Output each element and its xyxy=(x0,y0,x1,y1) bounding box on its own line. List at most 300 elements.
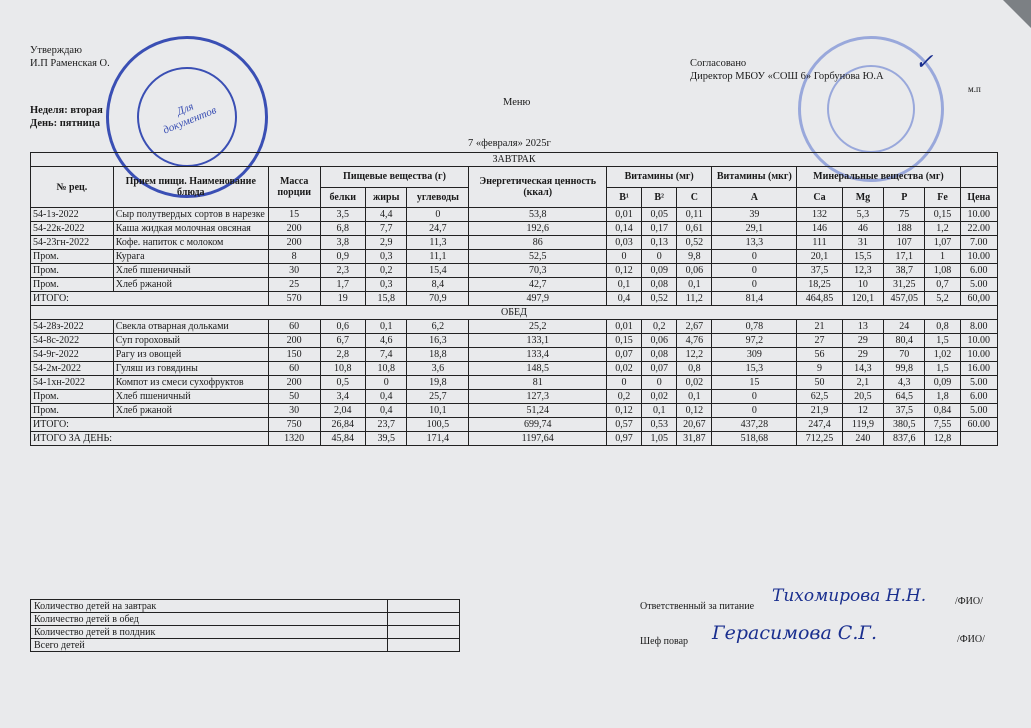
kids-breakfast-label: Количество детей на завтрак xyxy=(31,600,388,613)
lunch-cell-u: 6,2 xyxy=(407,320,469,334)
total-cell-mass: 750 xyxy=(268,418,320,432)
breakfast-cell-b1: 0 xyxy=(606,250,641,264)
breakfast-cell-a: 0 xyxy=(712,250,797,264)
total-cell-b1: 0,97 xyxy=(606,432,641,446)
col-c: C xyxy=(677,187,712,208)
breakfast-cell-no: 54-1з-2022 xyxy=(31,208,114,222)
breakfast-cell-mg: 31 xyxy=(842,236,883,250)
total-cell-p: 380,5 xyxy=(884,418,925,432)
total-cell-b2: 1,05 xyxy=(642,432,677,446)
lunch-cell-kcal: 133,4 xyxy=(469,348,607,362)
lunch-cell-mass: 60 xyxy=(268,362,320,376)
breakfast-cell-fe: 0,15 xyxy=(925,208,960,222)
breakfast-cell-no: 54-23гн-2022 xyxy=(31,236,114,250)
breakfast-cell-u: 24,7 xyxy=(407,222,469,236)
breakfast-total-row xyxy=(31,292,998,306)
col-carbs: углеводы xyxy=(407,187,469,208)
total-cell-u: 100,5 xyxy=(407,418,469,432)
breakfast-cell-ca: 132 xyxy=(797,208,843,222)
breakfast-section-title: ЗАВТРАК xyxy=(31,153,998,167)
breakfast-cell-fe: 1,08 xyxy=(925,264,960,278)
lunch-cell-a: 309 xyxy=(712,348,797,362)
lunch-cell-u: 18,8 xyxy=(407,348,469,362)
lunch-cell-j: 0,1 xyxy=(366,320,407,334)
left-stamp-text: Для документов xyxy=(161,100,219,137)
breakfast-cell-mass: 25 xyxy=(268,278,320,292)
breakfast-cell-a: 0 xyxy=(712,278,797,292)
breakfast-cell-ca: 111 xyxy=(797,236,843,250)
total-label: ИТОГО: xyxy=(31,292,269,306)
lunch-cell-p: 64,5 xyxy=(884,390,925,404)
lunch-cell-ca: 50 xyxy=(797,376,843,390)
col-nutrients: Пищевые вещества (г) xyxy=(320,167,469,188)
lunch-cell-c: 0,1 xyxy=(677,390,712,404)
lunch-cell-no: Пром. xyxy=(31,390,114,404)
total-cell-empty xyxy=(960,432,997,446)
breakfast-cell-fe: 1 xyxy=(925,250,960,264)
lunch-cell-mg: 12 xyxy=(842,404,883,418)
approve-block xyxy=(30,44,110,70)
lunch-cell-u: 19,8 xyxy=(407,376,469,390)
lunch-cell-name: Суп гороховый xyxy=(113,334,268,348)
breakfast-cell-name: Каша жидкая молочная овсяная xyxy=(113,222,268,236)
lunch-row xyxy=(31,348,998,362)
lunch-cell-mass: 200 xyxy=(268,334,320,348)
breakfast-cell-j: 0,3 xyxy=(366,250,407,264)
total-label: ИТОГО: xyxy=(31,418,269,432)
total-cell-b1: 0,4 xyxy=(606,292,641,306)
lunch-cell-fe: 1,8 xyxy=(925,390,960,404)
breakfast-cell-j: 0,2 xyxy=(366,264,407,278)
breakfast-cell-b: 6,8 xyxy=(320,222,366,236)
lunch-cell-j: 7,4 xyxy=(366,348,407,362)
breakfast-cell-name: Курага xyxy=(113,250,268,264)
breakfast-cell-c: 0,11 xyxy=(677,208,712,222)
col-minerals: Минеральные вещества (мг) xyxy=(797,167,960,188)
lunch-cell-a: 15 xyxy=(712,376,797,390)
responsible-label: Ответственный за питание xyxy=(640,601,755,612)
lunch-cell-name: Хлеб пшеничный xyxy=(113,390,268,404)
lunch-cell-b2: 0,02 xyxy=(642,390,677,404)
total-cell-u: 70,9 xyxy=(407,292,469,306)
total-cell-a: 437,28 xyxy=(712,418,797,432)
col-vitamins-mkg: Витамины (мкг) xyxy=(712,167,797,188)
breakfast-cell-u: 15,4 xyxy=(407,264,469,278)
breakfast-cell-j: 4,4 xyxy=(366,208,407,222)
breakfast-row xyxy=(31,264,998,278)
total-cell-mass: 570 xyxy=(268,292,320,306)
lunch-cell-b: 3,4 xyxy=(320,390,366,404)
breakfast-cell-j: 0,3 xyxy=(366,278,407,292)
lunch-cell-price: 16.00 xyxy=(960,362,997,376)
total-cell-fe: 12,8 xyxy=(925,432,960,446)
breakfast-cell-kcal: 86 xyxy=(469,236,607,250)
lunch-row xyxy=(31,334,998,348)
lunch-rows xyxy=(31,320,998,418)
breakfast-cell-price: 10.00 xyxy=(960,208,997,222)
lunch-cell-mg: 13 xyxy=(842,320,883,334)
breakfast-cell-b1: 0,01 xyxy=(606,208,641,222)
lunch-cell-c: 2,67 xyxy=(677,320,712,334)
breakfast-cell-mg: 12,3 xyxy=(842,264,883,278)
lunch-cell-kcal: 148,5 xyxy=(469,362,607,376)
breakfast-cell-no: Пром. xyxy=(31,264,114,278)
total-cell-kcal: 497,9 xyxy=(469,292,607,306)
lunch-row xyxy=(31,362,998,376)
lunch-cell-b1: 0,15 xyxy=(606,334,641,348)
lunch-row xyxy=(31,390,998,404)
day-label: День: пятница xyxy=(30,118,101,129)
total-cell-price: 60,00 xyxy=(960,292,997,306)
breakfast-cell-b2: 0 xyxy=(642,250,677,264)
col-mg: Mg xyxy=(842,187,883,208)
lunch-cell-c: 0,02 xyxy=(677,376,712,390)
lunch-cell-price: 5.00 xyxy=(960,404,997,418)
breakfast-cell-c: 0,06 xyxy=(677,264,712,278)
kids-total-label: Всего детей xyxy=(31,639,388,652)
lunch-cell-mg: 2,1 xyxy=(842,376,883,390)
menu-date: 7 «февраля» 2025г xyxy=(468,138,551,149)
breakfast-cell-no: Пром. xyxy=(31,250,114,264)
breakfast-cell-b2: 0,17 xyxy=(642,222,677,236)
total-cell-mass: 1320 xyxy=(268,432,320,446)
lunch-cell-b2: 0,2 xyxy=(642,320,677,334)
total-cell-j: 39,5 xyxy=(366,432,407,446)
lunch-cell-b: 0,6 xyxy=(320,320,366,334)
chef-signature: Герасимова С.Г. xyxy=(712,622,878,644)
lunch-row xyxy=(31,376,998,390)
kids-snack-label: Количество детей в полдник xyxy=(31,626,388,639)
lunch-cell-u: 10,1 xyxy=(407,404,469,418)
breakfast-cell-mg: 46 xyxy=(842,222,883,236)
lunch-cell-no: 54-9г-2022 xyxy=(31,348,114,362)
chef-label: Шеф повар xyxy=(640,636,689,647)
breakfast-cell-p: 75 xyxy=(884,208,925,222)
lunch-cell-price: 6.00 xyxy=(960,390,997,404)
lunch-cell-p: 70 xyxy=(884,348,925,362)
menu-table xyxy=(30,152,998,446)
lunch-cell-price: 5.00 xyxy=(960,376,997,390)
total-cell-p: 457,05 xyxy=(884,292,925,306)
breakfast-cell-a: 13,3 xyxy=(712,236,797,250)
total-cell-mg: 240 xyxy=(842,432,883,446)
breakfast-cell-no: 54-22к-2022 xyxy=(31,222,114,236)
lunch-cell-mass: 150 xyxy=(268,348,320,362)
breakfast-cell-b: 0,9 xyxy=(320,250,366,264)
breakfast-cell-b1: 0,1 xyxy=(606,278,641,292)
lunch-cell-fe: 1,5 xyxy=(925,334,960,348)
lunch-cell-c: 0,8 xyxy=(677,362,712,376)
lunch-cell-no: 54-1хн-2022 xyxy=(31,376,114,390)
lunch-cell-mass: 50 xyxy=(268,390,320,404)
col-recipe-no: № рец. xyxy=(31,167,114,208)
lunch-cell-p: 4,3 xyxy=(884,376,925,390)
breakfast-cell-kcal: 52,5 xyxy=(469,250,607,264)
lunch-cell-b: 2,04 xyxy=(320,404,366,418)
lunch-cell-b1: 0,2 xyxy=(606,390,641,404)
breakfast-cell-j: 7,7 xyxy=(366,222,407,236)
page-corner xyxy=(1003,0,1031,28)
lunch-cell-b1: 0,12 xyxy=(606,404,641,418)
lunch-cell-c: 12,2 xyxy=(677,348,712,362)
breakfast-cell-u: 8,4 xyxy=(407,278,469,292)
breakfast-cell-b1: 0,03 xyxy=(606,236,641,250)
breakfast-cell-mass: 15 xyxy=(268,208,320,222)
breakfast-cell-mass: 200 xyxy=(268,222,320,236)
total-cell-b2: 0,52 xyxy=(642,292,677,306)
lunch-cell-kcal: 51,24 xyxy=(469,404,607,418)
week-day-block xyxy=(30,104,103,130)
total-cell-u: 171,4 xyxy=(407,432,469,446)
breakfast-cell-p: 38,7 xyxy=(884,264,925,278)
breakfast-cell-b: 2,3 xyxy=(320,264,366,278)
breakfast-cell-price: 10.00 xyxy=(960,250,997,264)
breakfast-cell-kcal: 42,7 xyxy=(469,278,607,292)
lunch-cell-c: 4,76 xyxy=(677,334,712,348)
breakfast-cell-price: 5.00 xyxy=(960,278,997,292)
lunch-cell-kcal: 81 xyxy=(469,376,607,390)
breakfast-row xyxy=(31,278,998,292)
lunch-cell-no: 54-2м-2022 xyxy=(31,362,114,376)
lunch-cell-a: 0 xyxy=(712,390,797,404)
breakfast-cell-b2: 0,05 xyxy=(642,208,677,222)
total-cell-mg: 120,1 xyxy=(842,292,883,306)
breakfast-cell-b: 1,7 xyxy=(320,278,366,292)
breakfast-cell-price: 7.00 xyxy=(960,236,997,250)
lunch-cell-j: 0,4 xyxy=(366,390,407,404)
lunch-cell-name: Свекла отварная дольками xyxy=(113,320,268,334)
lunch-row xyxy=(31,320,998,334)
kids-count-table xyxy=(30,599,460,652)
breakfast-cell-name: Хлеб ржаной xyxy=(113,278,268,292)
total-cell-c: 31,87 xyxy=(677,432,712,446)
breakfast-cell-mass: 8 xyxy=(268,250,320,264)
lunch-cell-mg: 20,5 xyxy=(842,390,883,404)
lunch-cell-ca: 56 xyxy=(797,348,843,362)
breakfast-cell-b2: 0,09 xyxy=(642,264,677,278)
breakfast-cell-p: 17,1 xyxy=(884,250,925,264)
lunch-cell-fe: 0,8 xyxy=(925,320,960,334)
lunch-cell-price: 10.00 xyxy=(960,348,997,362)
col-meal-name: Прием пищи. Наименование блюда xyxy=(113,167,268,208)
agreed-name: Директор МБОУ «СОШ 6» Горбунова Ю.А xyxy=(690,71,884,82)
breakfast-cell-name: Хлеб пшеничный xyxy=(113,264,268,278)
breakfast-cell-b1: 0,14 xyxy=(606,222,641,236)
lunch-cell-kcal: 25,2 xyxy=(469,320,607,334)
total-cell-kcal: 699,74 xyxy=(469,418,607,432)
lunch-cell-mass: 60 xyxy=(268,320,320,334)
chef-fio: /ФИО/ xyxy=(957,634,985,645)
breakfast-cell-p: 188 xyxy=(884,222,925,236)
lunch-section-title: ОБЕД xyxy=(31,306,998,320)
col-protein: белки xyxy=(320,187,366,208)
lunch-cell-b1: 0 xyxy=(606,376,641,390)
lunch-cell-j: 4,6 xyxy=(366,334,407,348)
lunch-cell-j: 0,4 xyxy=(366,404,407,418)
lunch-cell-b1: 0,01 xyxy=(606,320,641,334)
kids-lunch-label: Количество детей в обед xyxy=(31,613,388,626)
kids-total-value[interactable] xyxy=(388,639,460,652)
kids-lunch-value[interactable] xyxy=(388,613,460,626)
breakfast-cell-b: 3,5 xyxy=(320,208,366,222)
lunch-total-row xyxy=(31,418,998,432)
total-cell-b: 26,84 xyxy=(320,418,366,432)
lunch-cell-fe: 0,84 xyxy=(925,404,960,418)
breakfast-cell-fe: 1,07 xyxy=(925,236,960,250)
director-signature: ✓ xyxy=(915,50,934,75)
total-label: ИТОГО ЗА ДЕНЬ: xyxy=(31,432,269,446)
lunch-cell-name: Рагу из овощей xyxy=(113,348,268,362)
total-cell-ca: 247,4 xyxy=(797,418,843,432)
col-p: P xyxy=(884,187,925,208)
col-vitamins-mg: Витамины (мг) xyxy=(606,167,711,188)
approve-name: И.П Раменская О. xyxy=(30,58,110,69)
breakfast-cell-name: Сыр полутвердых сортов в нарезке xyxy=(113,208,268,222)
total-cell-fe: 7,55 xyxy=(925,418,960,432)
breakfast-row xyxy=(31,236,998,250)
lunch-cell-mass: 200 xyxy=(268,376,320,390)
total-cell-b: 45,84 xyxy=(320,432,366,446)
col-b2: B² xyxy=(642,187,677,208)
lunch-cell-mg: 14,3 xyxy=(842,362,883,376)
total-cell-p: 837,6 xyxy=(884,432,925,446)
lunch-cell-a: 0,78 xyxy=(712,320,797,334)
lunch-cell-a: 15,3 xyxy=(712,362,797,376)
week-label: Неделя: вторая xyxy=(30,105,103,116)
col-mass: Масса порции xyxy=(268,167,320,208)
lunch-cell-fe: 0,09 xyxy=(925,376,960,390)
breakfast-cell-price: 22.00 xyxy=(960,222,997,236)
lunch-cell-b2: 0,07 xyxy=(642,362,677,376)
lunch-cell-p: 37,5 xyxy=(884,404,925,418)
breakfast-cell-b1: 0,12 xyxy=(606,264,641,278)
lunch-cell-kcal: 133,1 xyxy=(469,334,607,348)
col-b1: B¹ xyxy=(606,187,641,208)
breakfast-cell-mass: 30 xyxy=(268,264,320,278)
breakfast-row xyxy=(31,208,998,222)
lunch-cell-mass: 30 xyxy=(268,404,320,418)
lunch-cell-name: Компот из смеси сухофруктов xyxy=(113,376,268,390)
lunch-cell-b: 6,7 xyxy=(320,334,366,348)
lunch-cell-kcal: 127,3 xyxy=(469,390,607,404)
approve-label: Утверждаю xyxy=(30,45,82,56)
total-cell-j: 23,7 xyxy=(366,418,407,432)
breakfast-row xyxy=(31,222,998,236)
lunch-cell-name: Хлеб ржаной xyxy=(113,404,268,418)
kids-snack-value[interactable] xyxy=(388,626,460,639)
lunch-cell-b1: 0,07 xyxy=(606,348,641,362)
lunch-cell-mg: 29 xyxy=(842,334,883,348)
breakfast-cell-kcal: 70,3 xyxy=(469,264,607,278)
total-cell-kcal: 1197,64 xyxy=(469,432,607,446)
agreed-block xyxy=(690,57,884,83)
total-cell-b: 19 xyxy=(320,292,366,306)
breakfast-cell-ca: 146 xyxy=(797,222,843,236)
lunch-cell-ca: 21,9 xyxy=(797,404,843,418)
page-title: Меню xyxy=(503,97,531,108)
breakfast-cell-price: 6.00 xyxy=(960,264,997,278)
kids-breakfast-value[interactable] xyxy=(388,600,460,613)
lunch-cell-b2: 0,06 xyxy=(642,334,677,348)
breakfast-cell-mass: 200 xyxy=(268,236,320,250)
total-cell-fe: 5,2 xyxy=(925,292,960,306)
lunch-cell-fe: 1,5 xyxy=(925,362,960,376)
lunch-cell-ca: 9 xyxy=(797,362,843,376)
responsible-signature: Тихомирова Н.Н. xyxy=(772,586,927,606)
total-cell-ca: 712,25 xyxy=(797,432,843,446)
breakfast-cell-u: 0 xyxy=(407,208,469,222)
lunch-cell-b1: 0,02 xyxy=(606,362,641,376)
lunch-cell-ca: 21 xyxy=(797,320,843,334)
col-energy: Энергетическая ценность (ккал) xyxy=(469,167,607,208)
breakfast-cell-u: 11,3 xyxy=(407,236,469,250)
breakfast-rows xyxy=(31,208,998,292)
lunch-row xyxy=(31,404,998,418)
day-total-row xyxy=(31,432,998,446)
lunch-cell-u: 16,3 xyxy=(407,334,469,348)
col-a: A xyxy=(712,187,797,208)
lunch-cell-p: 24 xyxy=(884,320,925,334)
breakfast-cell-a: 0 xyxy=(712,264,797,278)
breakfast-cell-b2: 0,08 xyxy=(642,278,677,292)
lunch-cell-no: 54-8с-2022 xyxy=(31,334,114,348)
breakfast-cell-p: 107 xyxy=(884,236,925,250)
lunch-cell-j: 0 xyxy=(366,376,407,390)
lunch-cell-mg: 29 xyxy=(842,348,883,362)
lunch-cell-a: 0 xyxy=(712,404,797,418)
agreed-label: Согласовано xyxy=(690,58,747,69)
breakfast-cell-c: 0,1 xyxy=(677,278,712,292)
lunch-cell-ca: 27 xyxy=(797,334,843,348)
breakfast-cell-ca: 37,5 xyxy=(797,264,843,278)
total-cell-price: 60.00 xyxy=(960,418,997,432)
breakfast-row xyxy=(31,250,998,264)
breakfast-cell-p: 31,25 xyxy=(884,278,925,292)
lunch-cell-no: Пром. xyxy=(31,404,114,418)
lunch-cell-c: 0,12 xyxy=(677,404,712,418)
breakfast-cell-c: 9,8 xyxy=(677,250,712,264)
total-cell-j: 15,8 xyxy=(366,292,407,306)
breakfast-cell-a: 29,1 xyxy=(712,222,797,236)
col-blank xyxy=(960,167,997,188)
breakfast-cell-c: 0,52 xyxy=(677,236,712,250)
breakfast-cell-mg: 10 xyxy=(842,278,883,292)
total-cell-b1: 0,57 xyxy=(606,418,641,432)
breakfast-cell-j: 2,9 xyxy=(366,236,407,250)
total-cell-a: 81,4 xyxy=(712,292,797,306)
total-cell-mg: 119,9 xyxy=(842,418,883,432)
lunch-cell-b: 2,8 xyxy=(320,348,366,362)
lunch-cell-ca: 62,5 xyxy=(797,390,843,404)
col-price: Цена xyxy=(960,187,997,208)
col-fat: жиры xyxy=(366,187,407,208)
lunch-cell-u: 3,6 xyxy=(407,362,469,376)
responsible-fio: /ФИО/ xyxy=(955,596,983,607)
col-fe: Fe xyxy=(925,187,960,208)
breakfast-cell-fe: 1,2 xyxy=(925,222,960,236)
lunch-cell-price: 8.00 xyxy=(960,320,997,334)
breakfast-cell-mg: 5,3 xyxy=(842,208,883,222)
col-ca: Ca xyxy=(797,187,843,208)
mp-label: м.п xyxy=(968,84,981,94)
breakfast-cell-name: Кофе. напиток с молоком xyxy=(113,236,268,250)
breakfast-cell-ca: 18,25 xyxy=(797,278,843,292)
lunch-cell-u: 25,7 xyxy=(407,390,469,404)
breakfast-cell-ca: 20,1 xyxy=(797,250,843,264)
total-cell-a: 518,68 xyxy=(712,432,797,446)
lunch-cell-name: Гуляш из говядины xyxy=(113,362,268,376)
lunch-cell-fe: 1,02 xyxy=(925,348,960,362)
